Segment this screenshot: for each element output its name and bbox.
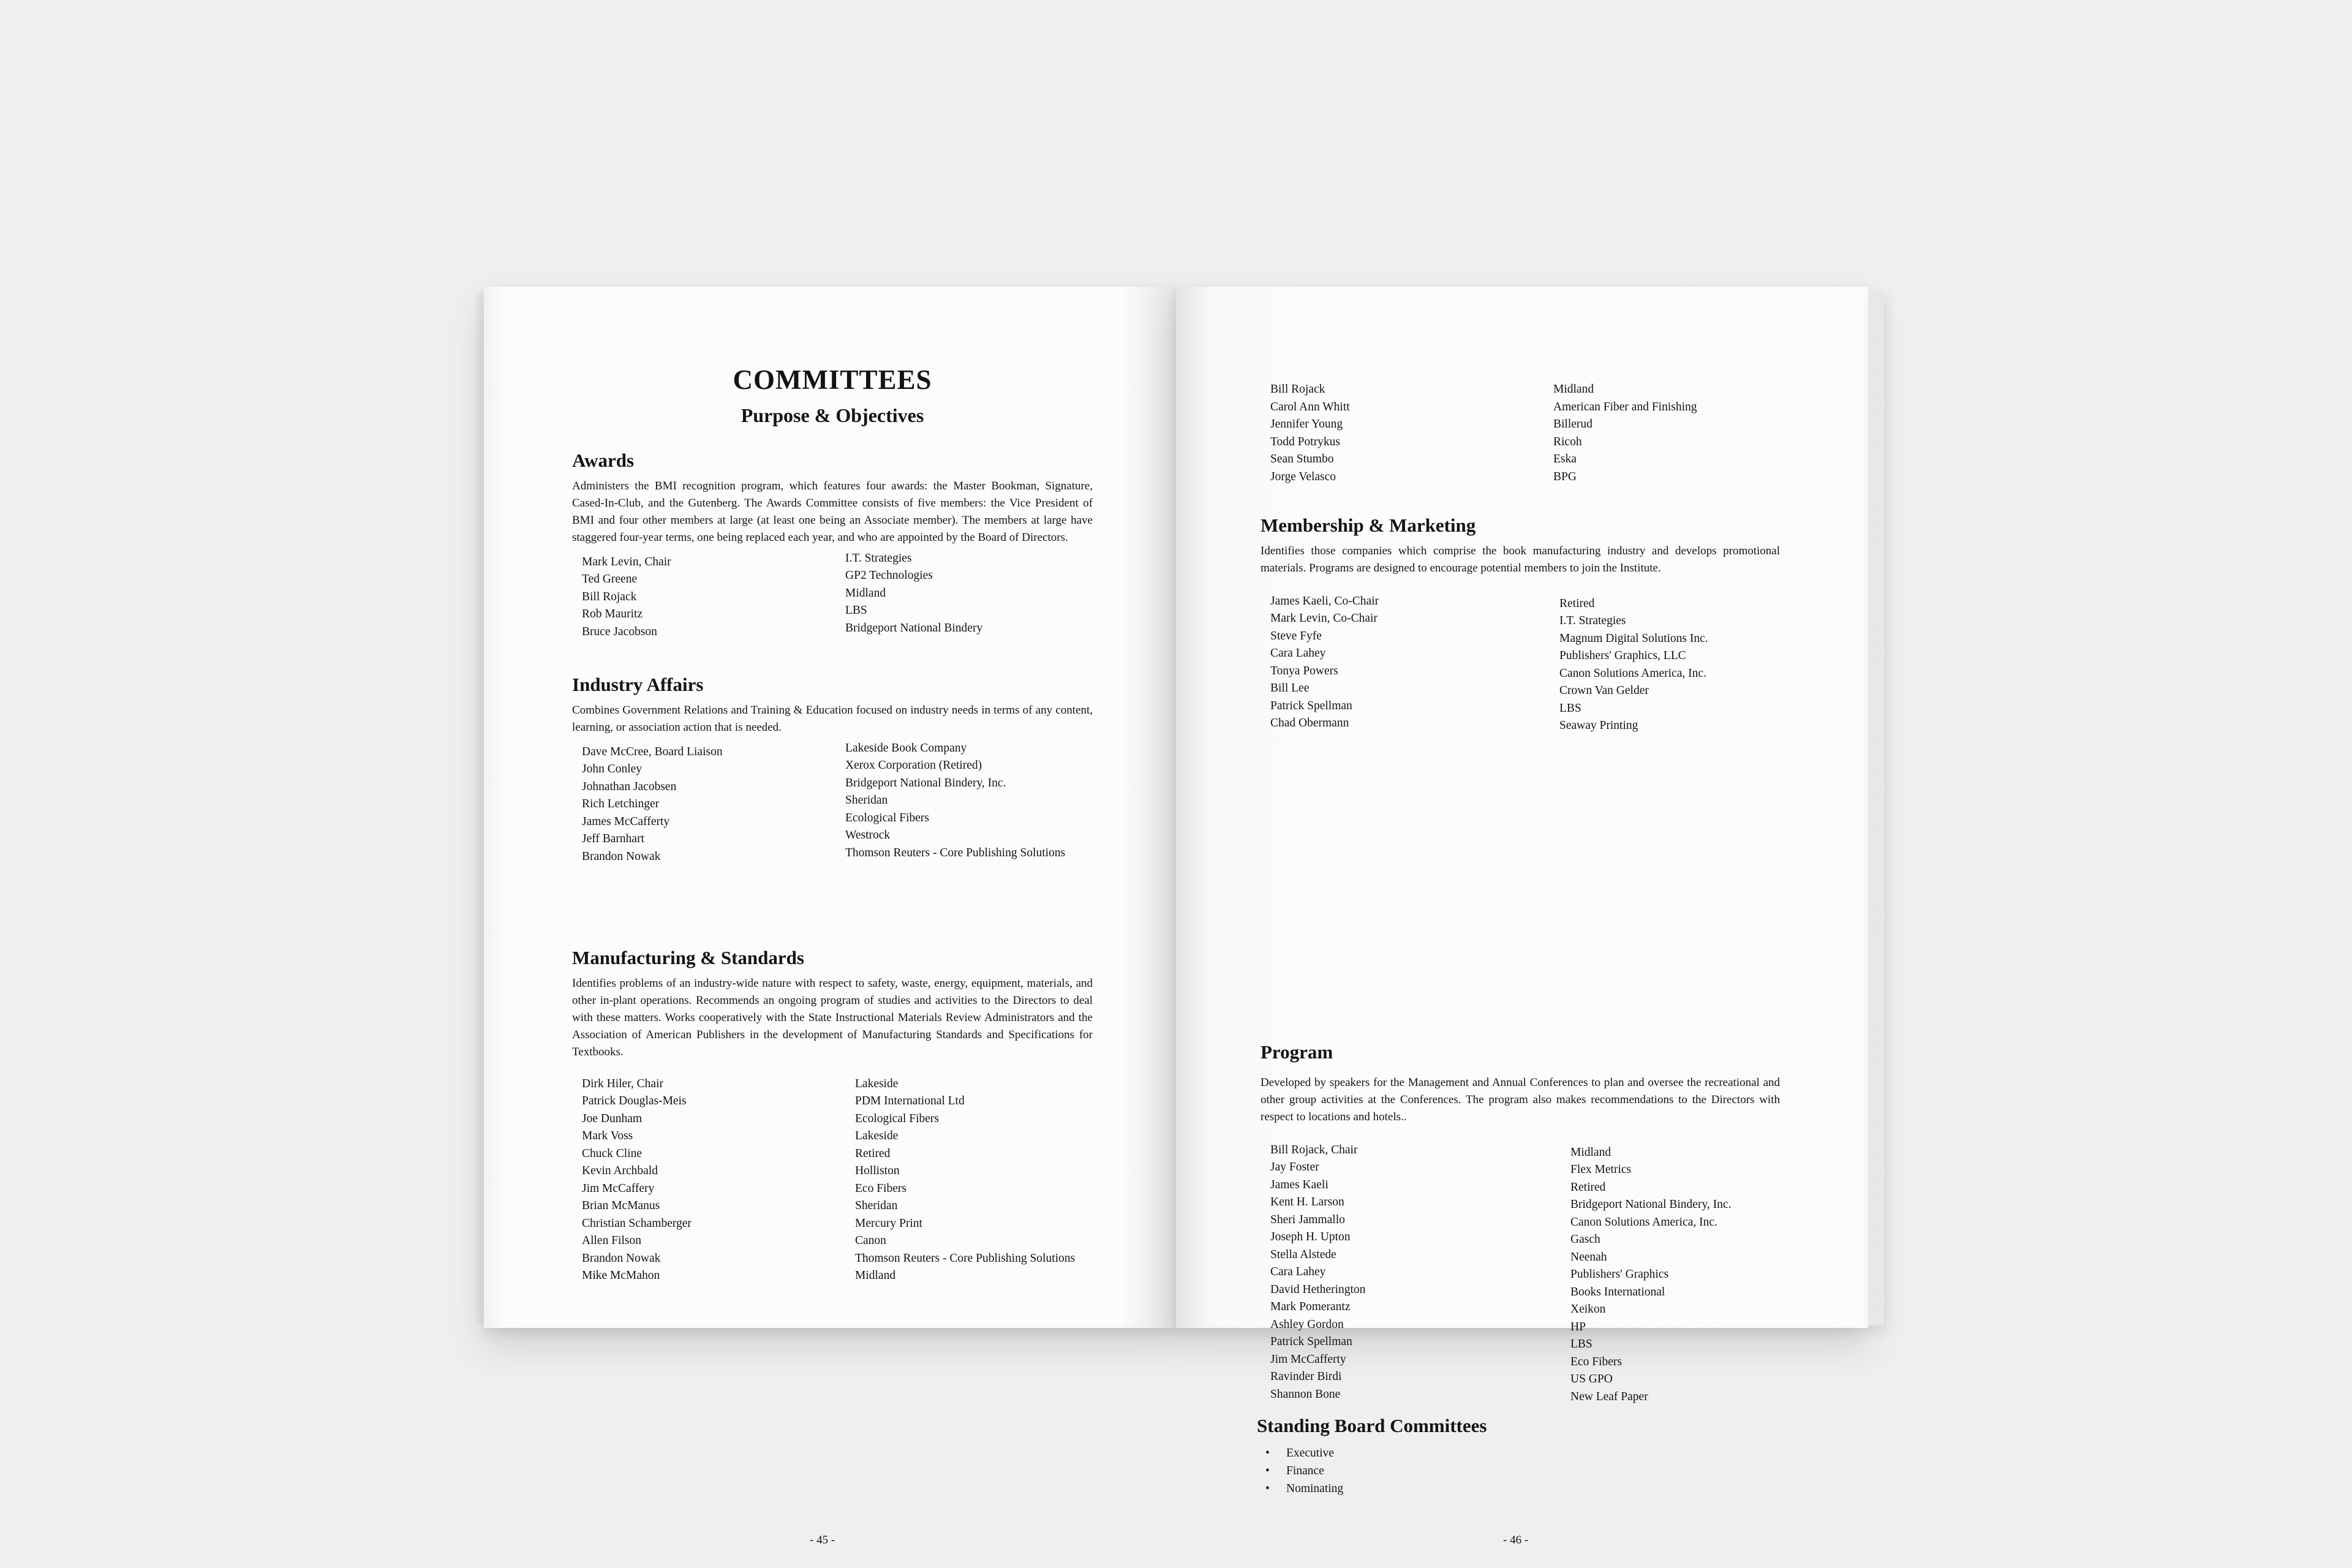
- member-name: Bill Lee: [1270, 682, 1310, 695]
- member-name: Patrick Spellman: [1270, 699, 1352, 712]
- company-name: Seaway Printing: [1559, 719, 1638, 733]
- program-roster: [1261, 1142, 1780, 1406]
- member-name: Sean Stumbo: [1270, 453, 1334, 466]
- page-number-left: - 45 -: [810, 1534, 835, 1547]
- company-name: Xerox Corporation (Retired): [845, 759, 982, 772]
- company-name: Retired: [855, 1147, 891, 1160]
- company-name: Bridgeport National Bindery, Inc.: [1570, 1198, 1732, 1212]
- company-name: Bridgeport National Bindery: [845, 621, 983, 635]
- company-name: LBS: [845, 604, 867, 617]
- list-item-label: Nominating: [1286, 1482, 1344, 1495]
- page-subtitle: Purpose & Objectives: [741, 404, 924, 426]
- company-name: Canon: [855, 1234, 886, 1248]
- company-name: Holliston: [855, 1164, 900, 1178]
- member-name: Jim McCaffery: [582, 1182, 655, 1195]
- company-name: Midland: [1570, 1145, 1611, 1159]
- company-name: Mercury Print: [855, 1216, 922, 1230]
- list-item: [1265, 1480, 1776, 1498]
- member-name: Bruce Jacobson: [582, 625, 657, 638]
- member-name: Dave McCree, Board Liaison: [582, 745, 723, 758]
- member-name: Ravinder Birdi: [1270, 1370, 1342, 1384]
- page-number-right: - 46 -: [1503, 1534, 1529, 1547]
- left-page-edges: [477, 293, 484, 1323]
- manufacturing-companies: [855, 1076, 1075, 1285]
- company-name: Sheridan: [855, 1199, 898, 1213]
- member-name: Tonya Powers: [1270, 664, 1338, 677]
- list-item-label: Executive: [1286, 1446, 1334, 1460]
- member-name: Mark Pomerantz: [1270, 1300, 1351, 1314]
- company-name: Eco Fibers: [855, 1182, 907, 1195]
- company-name: Books International: [1570, 1285, 1665, 1298]
- membership-companies: [1559, 595, 1708, 735]
- membership-roster: [1261, 593, 1780, 735]
- member-name: Cara Lahey: [1270, 647, 1326, 660]
- company-name: New Leaf Paper: [1570, 1390, 1648, 1403]
- awards-companies: [845, 550, 982, 641]
- member-name: Joe Dunham: [582, 1112, 643, 1125]
- company-name: HP: [1570, 1320, 1586, 1333]
- member-name: James Kaeli: [1270, 1178, 1329, 1191]
- company-name: Bridgeport National Bindery, Inc.: [845, 776, 1006, 790]
- page-title: COMMITTEES: [733, 364, 932, 395]
- industry-affairs-section: [572, 674, 1093, 865]
- company-name: Flex Metrics: [1570, 1163, 1632, 1177]
- member-name: Ashley Gordon: [1270, 1317, 1344, 1331]
- member-name: Jorge Velasco: [1270, 470, 1336, 483]
- company-name: I.T. Strategies: [1559, 614, 1626, 628]
- awards-description: Administers the BMI recognition program, which features four awards: the Master Bookman, Signature, Cased-In-Club, and the Gutenberg. The Awards Committee consists of five members: the Vice President of BMI and four other members at large (at least one being an Associate member). The members at large have staggered four-year terms, one being replaced each year, and who are appointed by the Board of Directors.: [572, 479, 1093, 544]
- member-name: Kevin Archbald: [582, 1164, 658, 1178]
- company-name: Xeikon: [1570, 1303, 1606, 1316]
- program-description: Developed by speakers for the Management and Annual Conferences to plan and oversee the recreational and other group activities at the Conferences. The program also makes recommendations to the Directors with respect to locations and hotels..: [1261, 1076, 1780, 1123]
- manufacturing-members: [572, 1076, 855, 1285]
- manufacturing-section: [572, 947, 1093, 1285]
- company-name: Westrock: [845, 829, 891, 842]
- member-name: Brandon Nowak: [582, 850, 661, 863]
- company-name: Billerud: [1553, 418, 1593, 431]
- membership-heading: Membership & Marketing: [1261, 514, 1476, 536]
- company-name: LBS: [1559, 701, 1581, 715]
- member-name: David Hetherington: [1270, 1283, 1366, 1296]
- company-name: Gasch: [1570, 1233, 1600, 1246]
- member-name: Bill Rojack: [582, 590, 637, 603]
- industry-affairs-description: Combines Government Relations and Training & Education focused on industry needs in terms of any content, learning, or association action that is needed.: [572, 703, 1093, 734]
- continued-roster-section: [1261, 381, 1780, 486]
- company-name: Retired: [1570, 1180, 1606, 1194]
- company-name: Sheridan: [845, 794, 888, 807]
- member-name: Christian Schamberger: [582, 1216, 692, 1230]
- company-name: American Fiber and Finishing: [1553, 400, 1697, 413]
- industry-affairs-heading: Industry Affairs: [572, 674, 704, 695]
- member-name: Patrick Douglas-Meis: [582, 1095, 687, 1108]
- member-name: John Conley: [582, 763, 643, 776]
- company-name: US GPO: [1570, 1373, 1613, 1386]
- member-name: Allen Filson: [582, 1234, 641, 1248]
- membership-members: [1261, 593, 1559, 735]
- member-name: Jay Foster: [1270, 1161, 1319, 1174]
- member-name: Cara Lahey: [1270, 1265, 1326, 1279]
- company-name: Retired: [1559, 597, 1595, 610]
- member-name: Kent H. Larson: [1270, 1196, 1344, 1209]
- program-heading: Program: [1261, 1041, 1333, 1063]
- program-members: [1261, 1142, 1570, 1406]
- company-name: Ecological Fibers: [855, 1112, 940, 1125]
- company-name: GP2 Technologies: [845, 569, 933, 582]
- company-name: Canon Solutions America, Inc.: [1570, 1215, 1717, 1229]
- member-name: Joseph H. Upton: [1270, 1231, 1351, 1244]
- program-companies: [1570, 1144, 1731, 1406]
- continued-members: [1261, 381, 1553, 486]
- member-name: Mike McMahon: [582, 1269, 660, 1283]
- company-name: Lakeside Book Company: [845, 741, 967, 755]
- manufacturing-roster: [572, 1076, 1093, 1285]
- member-name: Jennifer Young: [1270, 418, 1343, 431]
- company-name: Eska: [1553, 453, 1577, 466]
- member-name: James McCafferty: [582, 815, 670, 828]
- member-name: Bill Rojack: [1270, 383, 1325, 396]
- book-spread: [484, 287, 1893, 1547]
- awards-members: [572, 554, 845, 641]
- program-section: [1261, 1041, 1780, 1406]
- awards-section: [572, 450, 1093, 641]
- member-name: Brandon Nowak: [582, 1251, 661, 1265]
- industry-affairs-members: [572, 744, 845, 866]
- company-name: Eco Fibers: [1570, 1355, 1622, 1368]
- membership-section: [1261, 514, 1780, 735]
- bullet-icon: •: [1265, 1482, 1270, 1495]
- company-name: I.T. Strategies: [845, 551, 912, 565]
- member-name: Brian McManus: [582, 1199, 660, 1213]
- member-name: Steve Fyfe: [1270, 629, 1322, 643]
- standing-committees-section: [1257, 1415, 1776, 1498]
- company-name: Neenah: [1570, 1250, 1607, 1264]
- company-name: Magnum Digital Solutions Inc.: [1559, 631, 1708, 645]
- industry-affairs-companies: [845, 740, 1065, 866]
- company-name: Thomson Reuters - Core Publishing Solutions: [855, 1251, 1076, 1265]
- awards-roster: [572, 551, 1093, 641]
- member-name: Sheri Jammallo: [1270, 1213, 1345, 1226]
- list-item-label: Finance: [1286, 1464, 1324, 1477]
- manufacturing-description: Identifies problems of an industry-wide nature with respect to safety, waste, energy, equipment, materials, and other in-plant operations. Recommends an ongoing program of studies and activities to the Directors to deal with these matters. Works cooperatively with the State Instructional Materials Review Administrators and the Association of American Publishers in the development of Manufacturing Standards and Specifications for Textbooks.: [572, 976, 1093, 1058]
- member-name: Stella Alstede: [1270, 1248, 1336, 1261]
- member-name: Rich Letchinger: [582, 797, 660, 811]
- member-name: Todd Potrykus: [1270, 435, 1341, 448]
- company-name: Ecological Fibers: [845, 811, 930, 824]
- company-name: BPG: [1553, 470, 1577, 483]
- member-name: Mark Levin, Chair: [582, 555, 671, 568]
- industry-affairs-roster: [572, 741, 1093, 866]
- member-name: Chad Obermann: [1270, 717, 1349, 730]
- company-name: Midland: [855, 1269, 896, 1283]
- company-name: Lakeside: [855, 1077, 899, 1090]
- member-name: Shannon Bone: [1270, 1387, 1341, 1401]
- list-item: [1265, 1462, 1776, 1480]
- list-item: [1265, 1444, 1776, 1462]
- continued-roster: [1261, 381, 1780, 486]
- member-name: Ted Greene: [582, 573, 638, 586]
- company-name: Midland: [1553, 383, 1594, 396]
- awards-heading: Awards: [572, 450, 635, 471]
- member-name: Johnathan Jacobsen: [582, 780, 677, 793]
- member-name: James Kaeli, Co-Chair: [1270, 594, 1379, 608]
- right-page-edges: [1868, 290, 1884, 1325]
- member-name: Patrick Spellman: [1270, 1335, 1352, 1349]
- company-name: Canon Solutions America, Inc.: [1559, 666, 1706, 680]
- company-name: Crown Van Gelder: [1559, 684, 1649, 698]
- member-name: Mark Voss: [582, 1129, 633, 1143]
- bullet-icon: •: [1265, 1464, 1270, 1477]
- member-name: Carol Ann Whitt: [1270, 400, 1350, 413]
- standing-committees-heading: Standing Board Committees: [1257, 1415, 1487, 1436]
- member-name: Jeff Barnhart: [582, 832, 644, 846]
- company-name: LBS: [1570, 1338, 1593, 1351]
- company-name: Publishers' Graphics, LLC: [1559, 649, 1686, 663]
- member-name: Jim McCafferty: [1270, 1352, 1346, 1366]
- company-name: Ricoh: [1553, 435, 1582, 448]
- continued-companies: [1553, 381, 1697, 486]
- member-name: Rob Mauritz: [582, 608, 643, 621]
- standing-committees-list: [1257, 1444, 1776, 1498]
- company-name: Thomson Reuters - Core Publishing Solutions: [845, 846, 1066, 859]
- company-name: Midland: [845, 586, 886, 600]
- company-name: Lakeside: [855, 1129, 899, 1143]
- membership-description: Identifies those companies which comprise the book manufacturing industry and develops promotional materials. Programs are designed to encourage potential members to join the Institute.: [1261, 544, 1780, 575]
- member-name: Mark Levin, Co-Chair: [1270, 612, 1378, 625]
- manufacturing-heading: Manufacturing & Standards: [572, 947, 804, 968]
- member-name: Dirk Hiler, Chair: [582, 1077, 663, 1090]
- bullet-icon: •: [1265, 1446, 1270, 1460]
- company-name: PDM International Ltd: [855, 1095, 965, 1108]
- company-name: Publishers' Graphics: [1570, 1268, 1669, 1281]
- member-name: Bill Rojack, Chair: [1270, 1143, 1358, 1156]
- member-name: Chuck Cline: [582, 1147, 643, 1160]
